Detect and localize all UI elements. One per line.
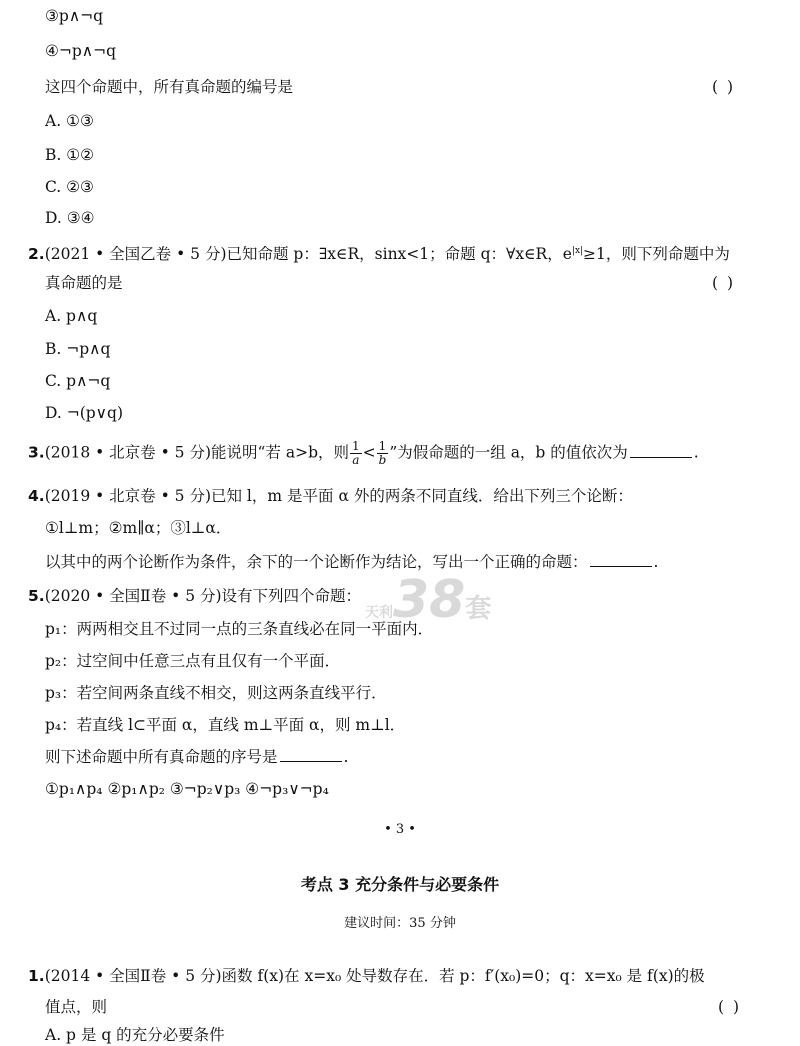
choice-b: B. ¬p∧q [45,340,111,358]
proposition-p3: p₃：若空间两条直线不相交，则这两条直线平行． [45,684,387,702]
answer-paren: ( ) [712,274,736,292]
question-5-options: ①p₁∧p₄ ②p₁∧p₂ ③¬p₂∨p₃ ④¬p₃∨¬p₄ [45,780,329,798]
answer-paren: ( ) [712,78,736,96]
period: . [653,553,659,571]
exponent: |x| [571,246,584,256]
suggested-time: 建议时间：35 分钟 [344,916,456,931]
proposition-p4: p₄：若直线 l⊂平面 α，直线 m⊥平面 α，则 m⊥l． [45,716,406,734]
question-text: (2014 • 全国Ⅱ卷 • 5 分)函数 f(x)在 x=x₀ 处导数存在．若 p：f′(x₀)=0；q：x=x₀ 是 f(x)的极 [44,967,705,985]
section3-question-1-cont: 值点，则 [45,998,108,1016]
question-2-cont: 真命题的是 [45,274,123,292]
choice-a: A. p 是 q 的充分必要条件 [45,1026,225,1044]
choice-d: D. ③④ [45,209,95,227]
question-text-cont: ”为假命题的一组 a，b 的值依次为 [389,443,628,462]
section-title: 考点 3 充分条件与必要条件 [300,875,500,894]
question-text: (2018 • 北京卷 • 5 分)能说明“若 a>b，则 [44,443,350,462]
choice-a: A. ①③ [45,112,94,130]
less-than: < [362,443,376,462]
answer-blank[interactable] [630,456,692,458]
choice-b: B. ①② [45,146,95,164]
question-4-statements: ①l⊥m；②m∥α；③l⊥α． [45,519,232,537]
question-number: 1. [28,967,45,985]
option-3: ③p∧¬q [45,7,104,25]
fraction-1-over-b: $\frac{1}{b}$ [378,439,387,467]
question-number: 4. [28,487,45,505]
question-text: (2019 • 北京卷 • 5 分)已知 l，m 是平面 α 外的两条不同直线．给出下列三个论断： [44,487,633,505]
choice-a: A. p∧q [45,307,98,325]
choice-c: C. ②③ [45,178,94,196]
answer-blank[interactable] [280,760,342,762]
answer-paren: ( ) [718,998,742,1016]
page-number: • 3 • [384,822,416,837]
section3-question-1 [28,965,705,987]
question-stem: 这四个命题中，所有真命题的编号是 [45,78,294,96]
choice-c: C. p∧¬q [45,372,111,390]
question-4 [28,485,633,507]
answer-blank[interactable] [590,565,652,567]
question-number: 3. [28,443,45,462]
period: . [343,748,349,766]
question-number: 2. [28,245,45,264]
proposition-p1: p₁：两两相交且不过同一点的三条直线必在同一平面内． [45,620,434,638]
question-5 [28,585,361,607]
question-text-cont: ≥1，则下列命题中为 [583,245,730,264]
question-text: 则下述命题中所有真命题的序号是 [45,748,278,766]
period: . [693,443,699,462]
question-4-cont [45,551,658,573]
choice-d: D. ¬(p∨q) [45,404,123,422]
question-2 [28,240,730,265]
question-text: (2021 • 全国乙卷 • 5 分)已知命题 p：∃x∈R，sinx<1；命题 q：∀x∈R，e [44,245,572,264]
question-3 [28,440,699,467]
question-number: 5. [28,587,45,605]
option-4: ④¬p∧¬q [45,42,117,60]
watermark-logo: 天利38套 [365,570,492,630]
question-5-ask [45,746,348,768]
proposition-p2: p₂：过空间中任意三点有且仅有一个平面． [45,652,341,670]
question-text: 以其中的两个论断作为条件，余下的一个论断作为结论，写出一个正确的命题： [45,553,588,571]
question-text: (2020 • 全国Ⅱ卷 • 5 分)设有下列四个命题： [44,587,362,605]
fraction-1-over-a: $\frac{1}{a}$ [352,439,360,467]
